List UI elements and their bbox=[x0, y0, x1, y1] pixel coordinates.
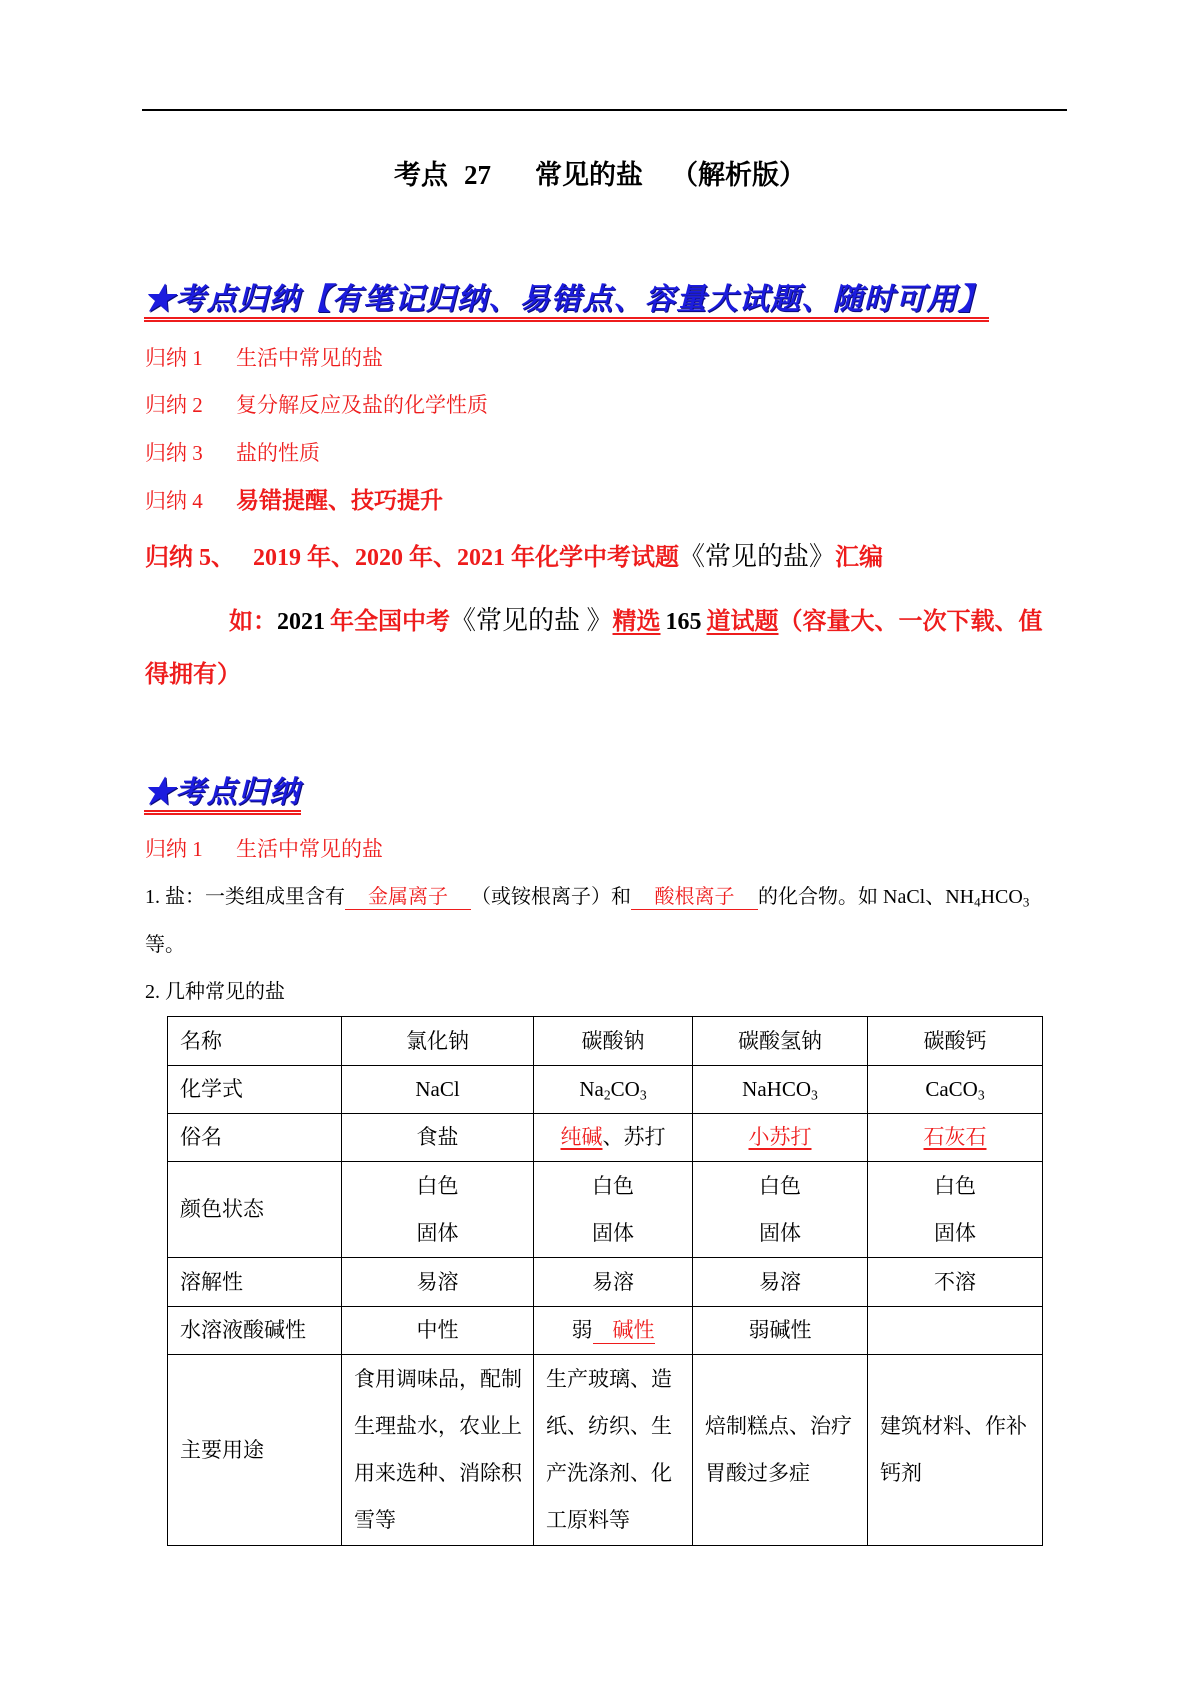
section-subheading bbox=[145, 834, 383, 864]
promo-select-link[interactable]: 精选 bbox=[612, 609, 661, 635]
uses-nahco3 bbox=[693, 1355, 868, 1546]
salt-name-nahco3: 碳酸氢钠 bbox=[693, 1017, 868, 1066]
common-name-na2co3 bbox=[534, 1114, 693, 1162]
promo-year: 2021 bbox=[277, 609, 325, 635]
subscript: 4 bbox=[974, 894, 981, 910]
salt-name-nacl: 氯化钠 bbox=[342, 1017, 534, 1066]
promo-count: 165 bbox=[665, 609, 702, 635]
salt-table bbox=[167, 1016, 1043, 1546]
acidity-nahco3: 弱碱性 bbox=[693, 1307, 868, 1355]
appearance-nahco3 bbox=[693, 1162, 868, 1258]
cell-line: 白色 bbox=[759, 1173, 801, 1198]
overview-item-label: 归纳 5、 bbox=[145, 545, 235, 571]
cell-line: 产洗涤剂、化 bbox=[546, 1461, 672, 1485]
overview-item-tail: 汇编 bbox=[835, 545, 884, 571]
cell-line: 雪等 bbox=[354, 1508, 396, 1532]
formula-na2co3: $Na_2CO_3$ bbox=[534, 1066, 693, 1114]
promo-book-title: 《常见的盐 》 bbox=[450, 606, 613, 635]
answer-baking-soda: 小苏打 bbox=[748, 1125, 812, 1149]
promo-note-continued: 得拥有） bbox=[145, 662, 241, 688]
section-heading: ★考点归纳 bbox=[144, 776, 301, 815]
cell-line: 白色 bbox=[934, 1173, 976, 1198]
answer-blank-metal-ion: 金属离子 bbox=[345, 885, 471, 910]
overview-item-5 bbox=[145, 541, 883, 574]
row-label: 主要用途 bbox=[168, 1355, 342, 1546]
table-row-appearance bbox=[168, 1162, 1043, 1258]
overview-item-label: 归纳 4 bbox=[145, 489, 203, 513]
cell-line: 固体 bbox=[759, 1220, 801, 1245]
overview-item-4 bbox=[145, 486, 443, 516]
uses-na2co3 bbox=[534, 1355, 693, 1546]
overview-item-text: 复分解反应及盐的化学性质 bbox=[236, 393, 488, 417]
common-name-nacl: 食盐 bbox=[342, 1114, 534, 1162]
solubility-na2co3: 易溶 bbox=[534, 1258, 693, 1307]
table-row-uses bbox=[168, 1355, 1043, 1546]
cell-line: 固体 bbox=[416, 1220, 459, 1245]
solubility-nacl: 易溶 bbox=[342, 1258, 534, 1307]
solubility-caco3: 不溶 bbox=[868, 1258, 1043, 1307]
row-label: 化学式 bbox=[168, 1066, 342, 1114]
answer-limestone: 石灰石 bbox=[923, 1125, 987, 1149]
answer-soda-ash: 纯碱 bbox=[560, 1125, 603, 1149]
promo-line-continued bbox=[145, 658, 241, 692]
formula-nh4hco3: $NH_4HCO_3$ bbox=[945, 886, 1030, 910]
promo-lead: 如： bbox=[229, 609, 277, 635]
definition-line bbox=[145, 882, 1029, 912]
formula-nahco3: NaHCO$_3$ bbox=[693, 1066, 868, 1114]
row-label: 名称 bbox=[168, 1017, 342, 1066]
cell-line: 食用调味品，配制 bbox=[354, 1367, 522, 1391]
cell-line: 建筑材料、作补 bbox=[880, 1414, 1027, 1438]
appearance-caco3 bbox=[868, 1162, 1043, 1258]
subscript: 3 bbox=[811, 1087, 818, 1103]
row-label: 溶解性 bbox=[168, 1258, 342, 1307]
table-row-solubility bbox=[168, 1258, 1043, 1307]
acidity-nacl: 中性 bbox=[342, 1307, 534, 1355]
table-row-formula bbox=[168, 1066, 1043, 1114]
overview-item-label: 归纳 1 bbox=[145, 346, 203, 370]
definition-prefix: 1. 盐：一类组成里含有 bbox=[145, 886, 345, 908]
cell-line: 白色 bbox=[592, 1173, 634, 1198]
cell-line: 焙制糕点、治疗 bbox=[705, 1414, 852, 1438]
subscript: 2 bbox=[603, 1087, 611, 1103]
cell-line: 纸、纺织、生 bbox=[546, 1414, 672, 1438]
overview-item-text: 2019 年、2020 年、2021 年化学中考试题 bbox=[253, 545, 679, 571]
cell-line: 胃酸过多症 bbox=[705, 1461, 810, 1485]
salt-name-caco3: 碳酸钙 bbox=[868, 1017, 1043, 1066]
cell-line: 固体 bbox=[934, 1220, 976, 1245]
uses-caco3 bbox=[868, 1355, 1043, 1546]
cell-line: 工原料等 bbox=[546, 1508, 630, 1532]
table-caption: 2. 几种常见的盐 bbox=[145, 981, 285, 1003]
formula-nacl: NaCl bbox=[342, 1066, 534, 1114]
subscript: 3 bbox=[639, 1087, 647, 1103]
salt-name-na2co3: 碳酸钠 bbox=[534, 1017, 693, 1066]
appearance-na2co3 bbox=[534, 1162, 693, 1258]
row-label: 水溶液酸碱性 bbox=[168, 1307, 342, 1355]
answer-alkaline: 碱性 bbox=[593, 1317, 655, 1344]
header-rule bbox=[142, 109, 1067, 111]
subscript: 3 bbox=[1022, 894, 1030, 910]
cell-line: 用来选种、消除积 bbox=[354, 1461, 522, 1485]
table-row-acidity bbox=[168, 1307, 1043, 1355]
promo-line bbox=[229, 604, 1043, 639]
definition-suffix: 的化合物。如 NaCl、 bbox=[758, 886, 946, 908]
overview-item-label: 归纳 2 bbox=[145, 393, 203, 417]
uses-nacl bbox=[342, 1355, 534, 1546]
common-name-rest: 、苏打 bbox=[602, 1125, 666, 1149]
acidity-na2co3 bbox=[534, 1307, 693, 1355]
formula-caco3: CaCO$_3$ bbox=[868, 1066, 1043, 1114]
common-name-nahco3 bbox=[693, 1114, 868, 1162]
cell-line: 生理盐水，农业上 bbox=[354, 1414, 522, 1438]
overview-item-text: 生活中常见的盐 bbox=[236, 346, 383, 370]
solubility-nahco3: 易溶 bbox=[693, 1258, 868, 1307]
promo-scope: 年全国中考 bbox=[330, 609, 450, 635]
title-prefix: 考点 bbox=[394, 160, 448, 190]
overview-item-text: 盐的性质 bbox=[236, 441, 320, 465]
title-number: 27 bbox=[464, 160, 491, 190]
cell-line: 白色 bbox=[416, 1173, 459, 1198]
appearance-nacl bbox=[342, 1162, 534, 1258]
title-topic: 常见的盐 bbox=[535, 160, 643, 190]
table-row-common-name bbox=[168, 1114, 1043, 1162]
promo-note: （容量大、一次下载、值 bbox=[778, 609, 1043, 635]
overview-item-2 bbox=[145, 390, 488, 420]
common-name-caco3 bbox=[868, 1114, 1043, 1162]
overview-item-label: 归纳 3 bbox=[145, 441, 203, 465]
row-label: 俗名 bbox=[168, 1114, 342, 1162]
overview-item-3 bbox=[145, 438, 320, 468]
answer-blank-acid-radical: 酸根离子 bbox=[631, 885, 758, 910]
acidity-prefix: 弱 bbox=[571, 1318, 593, 1342]
overview-item-text: 易错提醒、技巧提升 bbox=[236, 488, 443, 513]
book-title: 《常见的盐》 bbox=[679, 542, 836, 571]
definition-middle: （或铵根离子）和 bbox=[471, 886, 631, 908]
acidity-caco3 bbox=[868, 1307, 1043, 1355]
cell-line: 固体 bbox=[592, 1220, 634, 1245]
section-subheading-label: 归纳 1 bbox=[145, 837, 203, 861]
definition-end: 等。 bbox=[145, 934, 185, 956]
promo-questions-link[interactable]: 道试题 bbox=[706, 609, 779, 635]
page-title bbox=[0, 155, 1200, 195]
subscript: 3 bbox=[977, 1087, 985, 1103]
title-suffix: （解析版） bbox=[671, 160, 806, 190]
overview-item-1 bbox=[145, 343, 383, 373]
row-label: 颜色状态 bbox=[168, 1162, 342, 1258]
section-subheading-text: 生活中常见的盐 bbox=[236, 837, 383, 861]
overview-heading: ★考点归纳【有笔记归纳、易错点、容量大试题、随时可用】 bbox=[144, 283, 989, 322]
table-row-name bbox=[168, 1017, 1043, 1066]
cell-line: 钙剂 bbox=[880, 1461, 922, 1485]
cell-line: 生产玻璃、造 bbox=[546, 1367, 672, 1391]
